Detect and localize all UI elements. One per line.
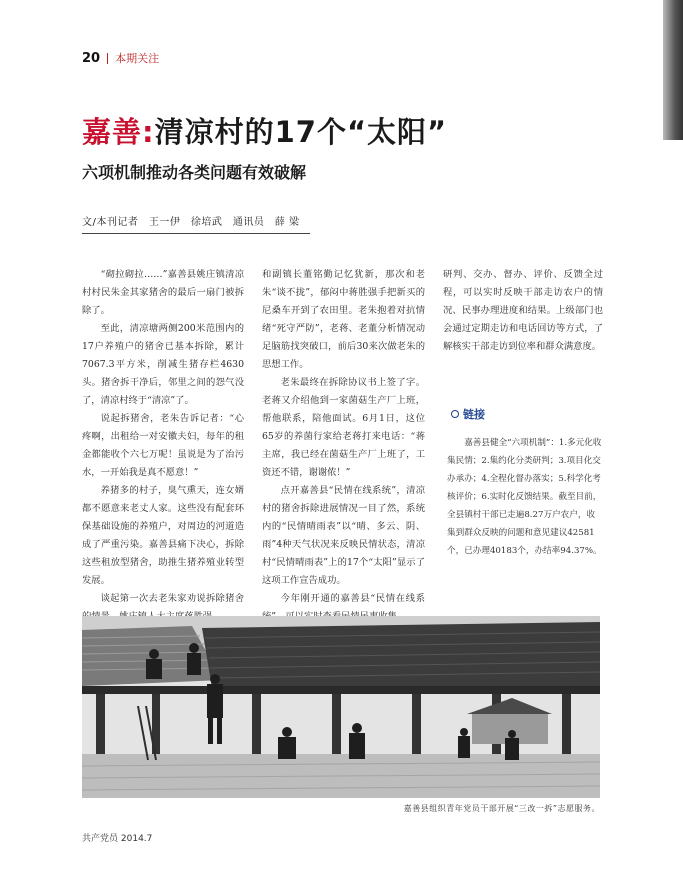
sidebar-box: [447, 434, 602, 560]
paragraph-continued: 和副镇长董铭勤记忆犹新，那次和老朱“谈不拢”，郁闷中蒋胜强手把新买的尼桑车开到了农田里。老朱抱着对抗情绪“死守严防”，老蒋、老董分析情况动足脑筋找突破口，前后30来次做老朱的思想工作。: [262, 269, 425, 370]
photo-caption: 嘉善县组织青年党员干部开展“三改一拆”志愿服务。: [403, 804, 600, 813]
byline-rule: [82, 233, 310, 234]
photo-illustration: [82, 616, 600, 798]
sidebar-body: 嘉善县健全“六项机制”：1.多元化收集民情；2.集约化分类研判；3.项目化交办承办；4.全程化督办落实；5.科学化考核评价；6.实时化反馈结果。截至目前，全县镇村干部已走遍8.27万户农户，收集到群众反映的问题和意见建议42581个，已办理40183个，办结率94.37%。: [447, 438, 602, 556]
sidebar-heading-text: 链接: [463, 408, 485, 421]
article-title: [82, 110, 447, 151]
paragraph: “砌拉砌拉……”嘉善县姚庄镇清凉村村民朱金其家猪舍的最后一扇门被拆除了。: [82, 269, 244, 316]
paragraph: 老朱最终在拆除协议书上签了字。老蒋又介绍他到一家菌菇生产厂上班，帮他联系，陪他面试。6月1日，这位65岁的养菌行家给老蒋打来电话：“蒋主席，我已经在菌菇生产厂上班了，工资还不错，谢谢侬！”: [262, 377, 425, 478]
paragraph: 至此，清凉塘两侧200米范围内的17户养殖户的猪舍已基本拆除，累计7067.3平方米，削减生猪存栏4630头。猪舍拆干净后，邻里之间的怨气没了，清凉村终于“清凉”了。: [82, 323, 244, 406]
byline: 文/本刊记者 王一伊 徐培武 通讯员 薛 梁: [82, 217, 300, 228]
article-subtitle: 六项机制推动各类问题有效破解: [82, 163, 307, 182]
title-main: 清凉村的17个“太阳”: [154, 115, 448, 149]
sidebar-heading: [451, 406, 485, 422]
text-column-3: [443, 266, 603, 356]
title-place: 嘉善: [82, 115, 143, 149]
page-number: 20: [82, 50, 101, 66]
adjacent-page-edge: [663, 0, 683, 140]
page-footer: [82, 831, 152, 844]
page-header: [82, 49, 159, 67]
title-colon: :: [142, 115, 155, 149]
ring-bullet-icon: [451, 410, 459, 418]
paragraph: 今年刚开通的嘉善县“民情在线系: [280, 593, 425, 604]
section-label: 本期关注: [115, 52, 160, 65]
paragraph: 说起拆猪舍，老朱告诉记者：“心疼啊，出租给一对安徽夫妇，每年的租金都能收个六七万呢！虽说是为了治污水，一开始我是真不愿意！”: [82, 413, 244, 478]
paragraph: 养猪多的村子，臭气熏天，连女婿都不愿意来老丈人家。这些没有配套环保基础设施的养殖户，对周边的河道造成了严重污染。嘉善县痛下决心，拆除这些租放型猪舍，助推生猪养殖业转型发展。: [82, 485, 244, 586]
issue-date: 2014.7: [120, 834, 153, 844]
text-column-2: [262, 266, 425, 626]
article-photo: [82, 616, 600, 798]
paragraph-continued: 研判、交办、督办、评价、反馈全过程，可以实时反映干部走访农户的情况、民事办理进度和结果。上级部门也会通过定期走访和电话回访等方式，了解核实干部走访到位率和群众满意度。: [443, 269, 603, 352]
header-divider: [107, 53, 108, 64]
text-column-1: [82, 266, 244, 626]
paragraph: 谈起第一次去老朱家劝说拆除猪舍: [100, 593, 244, 604]
magazine-name: 共产党员: [82, 834, 119, 844]
paragraph: 点开嘉善县“民情在线系统”，清凉村的猪舍拆除进展情况一目了然，系统内的“民情晴雨表”以“晴、多云、阴、雨”4种天气状况来反映民情状态，清凉村“民情晴雨表”上的17个“太阳”显示了这项工作宣告成功。: [262, 485, 425, 586]
